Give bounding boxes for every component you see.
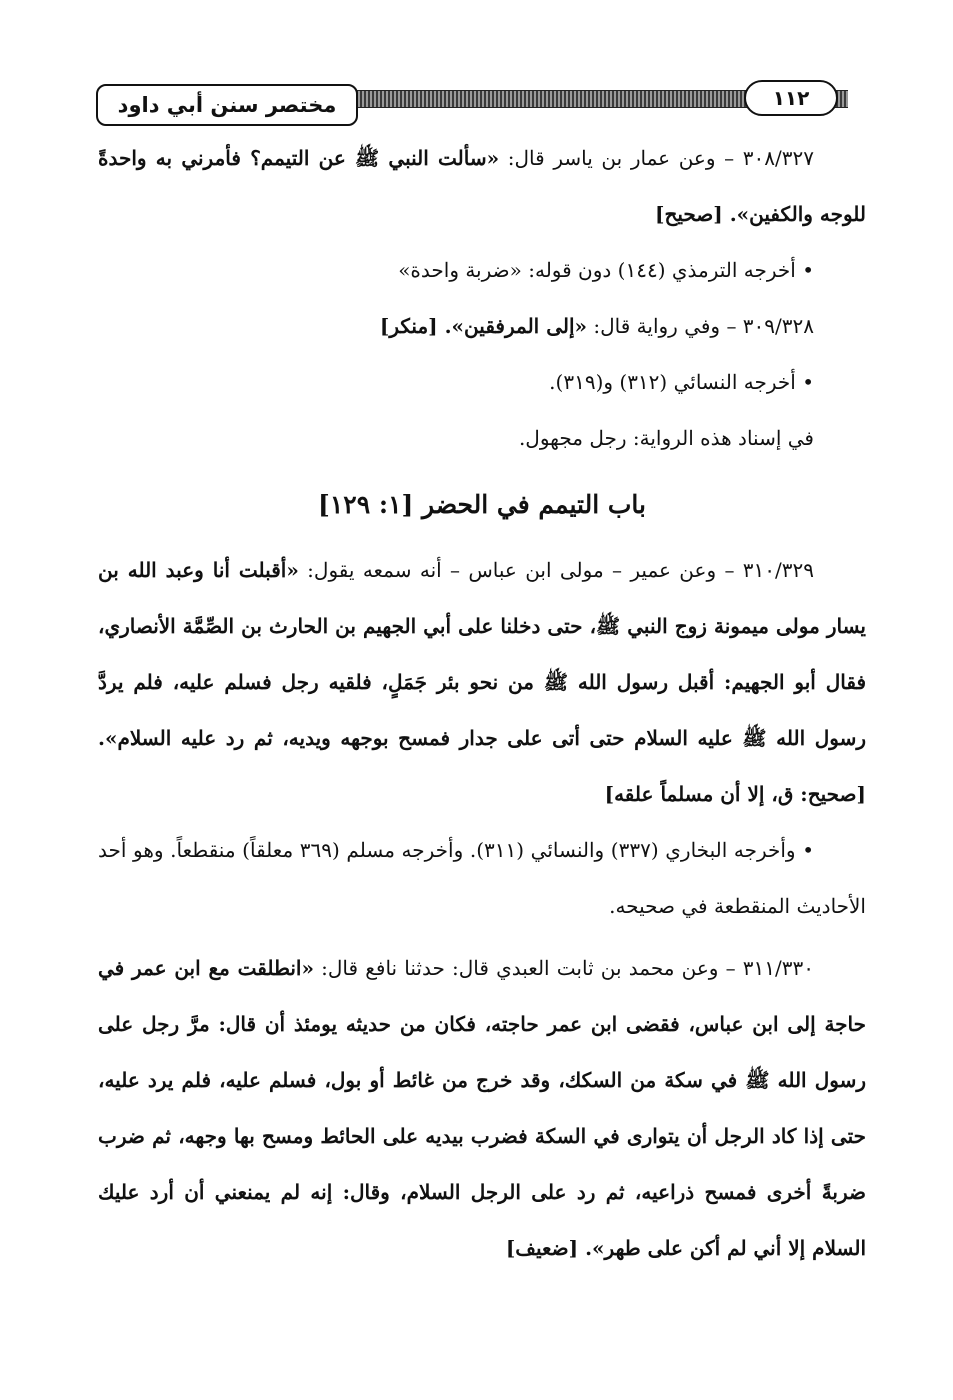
hadith-330-text: «انطلقت مع ابن عمر في حاجة إلى ابن عباس، فقضى ابن عمر حاجته، فكان من حديثه يومئذ أن قال: مرَّ رجل على رسول الله ﷺ في سكة من السكك، وقد خرج من غائط أو بول، فسلم عليه، فلم يرد عليه، حتى إذا كاد الرجل أن يتوارى في السكة فضرب بيديه على الحائط ومسح بها وجهه، ثم ضرب ضربةً أخرى فمسح ذراعيه، ثم رد على الرجل السلام، وقال: إنه لم يمنعني أن أرد عليك السلام إلا أني لم أكن على طهر». [ضعيف]	[98, 956, 866, 1260]
hadith-328-number: ٣٠٩/٣٢٨ –	[726, 314, 814, 338]
note-328-source: • أخرجه النسائي (٣١٢) و(٣١٩).	[549, 370, 814, 394]
hadith-328-intro: وفي رواية قال:	[587, 314, 727, 338]
hadith-330-number: ٣١١/٣٣٠ –	[725, 956, 814, 980]
hadith-330-intro: وعن محمد بن ثابت العبدي قال: حدثنا نافع قال:	[313, 956, 726, 980]
hadith-329-number: ٣١٠/٣٢٩ –	[724, 558, 814, 582]
hadith-327-number: ٣٠٨/٣٢٧ –	[724, 146, 814, 170]
book-title: مختصر سنن أبي داود	[117, 93, 337, 117]
book-title-frame	[96, 84, 358, 126]
page-number-frame	[744, 80, 838, 116]
hadith-327-text: «سألت النبي ﷺ عن التيمم؟ فأمرني به واحدةً للوجه والكفين». [صحيح]	[98, 146, 866, 226]
hadith-329-intro: وعن عمير – مولى ابن عباس – أنه سمعه يقول:	[298, 558, 725, 582]
note-329: • وأخرجه البخاري (٣٣٧) والنسائي (٣١١). وأخرجه مسلم (٣٦٩ معلقاً) منقطعاً. وهو أحد الأحاديث المنقطعة في صحيحه.	[98, 838, 866, 918]
note-328-isnad: في إسناد هذه الرواية: رجل مجهول.	[518, 426, 814, 450]
page-header	[96, 80, 868, 128]
hadith-328	[98, 298, 866, 354]
page-number: ١١٢	[772, 86, 810, 110]
note-327: • أخرجه الترمذي (١٤٤) دون قوله: «ضربة واحدة»	[398, 258, 814, 282]
hadith-328-text: «إلى المرفقين». [منكر]	[379, 314, 588, 338]
hadith-329	[98, 542, 866, 822]
page-body	[98, 130, 866, 1276]
hadith-329-text: «أقبلت أنا وعبد الله بن يسار مولى ميمونة زوج النبي ﷺ، حتى دخلنا على أبي الجهيم بن الحارث بن الصِّمَّة الأنصاري، فقال أبو الجهيم: أقبل رسول الله ﷺ من نحو بئر جَمَلٍ، فلقيه رجل فسلم عليه، فلم يردَّ رسول الله ﷺ عليه السلام حتى أتى على جدار فمسح بوجهه ويديه، ثم رد عليه السلام». [صحيح: ق، إلا أن مسلماً علقه]	[98, 558, 866, 806]
hadith-330	[98, 940, 866, 1276]
hadith-327	[98, 130, 866, 242]
chapter-heading: باب التيمم في الحضر [١: ١٢٩]	[318, 490, 646, 519]
hadith-327-intro: وعن عمار بن ياسر قال:	[499, 146, 725, 170]
